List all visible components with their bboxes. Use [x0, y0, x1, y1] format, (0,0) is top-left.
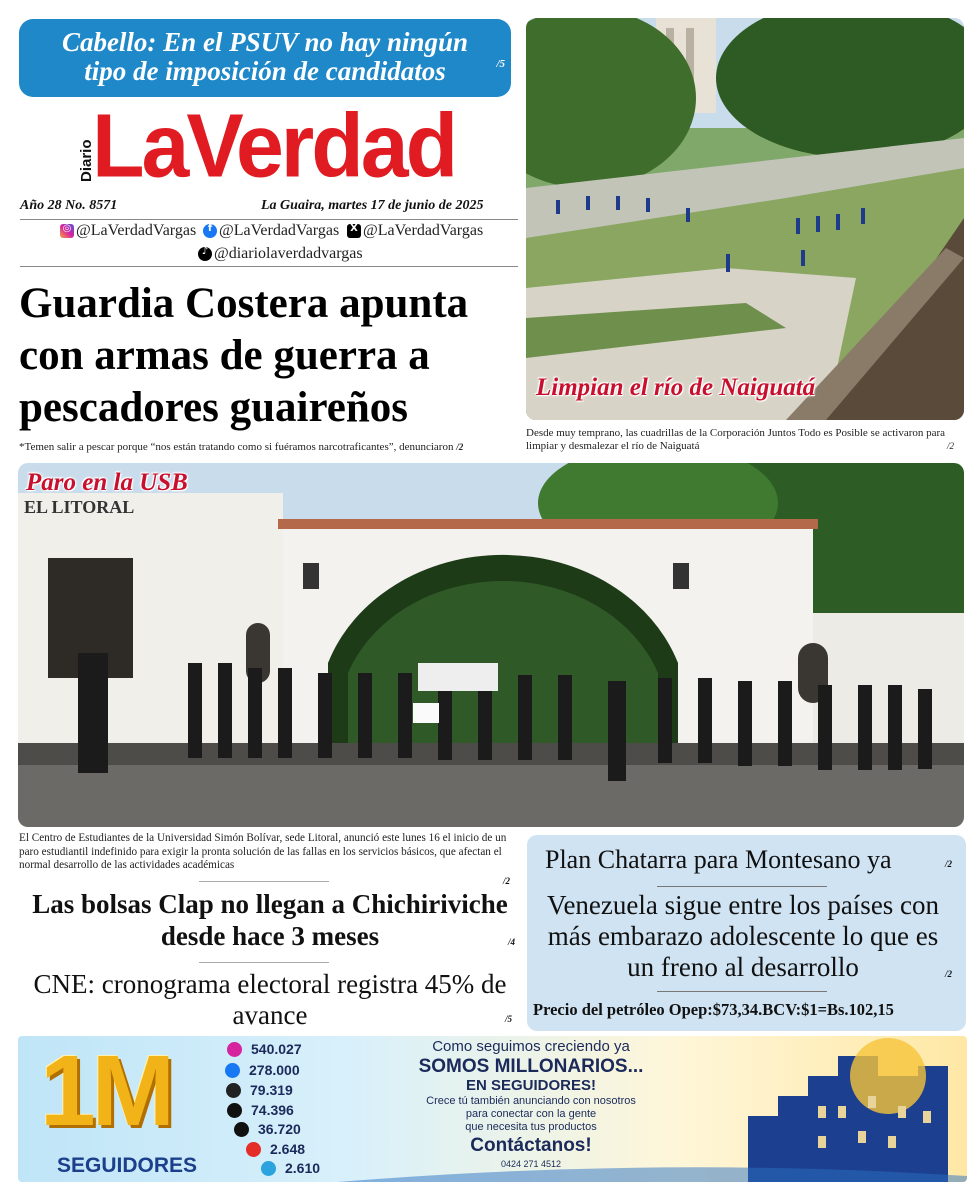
main-subheadline [19, 441, 519, 453]
telegram-icon [261, 1161, 276, 1176]
usb-photo-illustration [18, 463, 964, 827]
stat-value: 278.000 [249, 1062, 300, 1078]
divider [657, 991, 827, 992]
stat-value: 2.610 [285, 1160, 321, 1176]
stat-value: 2.648 [270, 1141, 306, 1157]
ad-stat-x [227, 1102, 294, 1118]
ad-phone: 0424 271 4512 [500, 1159, 562, 1169]
divider [199, 962, 329, 963]
river-caption-ref: /2 [946, 441, 954, 451]
ad-stat-instagram [227, 1041, 302, 1057]
divider [199, 881, 329, 882]
ad-line: SOMOS MILLONARIOS... [418, 1056, 644, 1077]
ad-subline: que necesita tus productos [465, 1121, 597, 1133]
tiktok-icon: ♪ [198, 247, 212, 261]
ad-stat-tiktok [234, 1121, 301, 1137]
instagram-handle: @LaVerdadVargas [76, 222, 197, 239]
issue-date: La Guaira, martes 17 de junio de 2025 [261, 198, 484, 213]
tiktok-handle: @diariolaverdadvargas [214, 245, 363, 262]
clap-ref: /4 [508, 937, 516, 947]
plan-ref: /2 [945, 859, 953, 869]
social-facebook[interactable] [203, 222, 339, 240]
ad-line: EN SEGUIDORES! [465, 1077, 597, 1094]
ad-line: Como seguimos creciendo ya [432, 1038, 630, 1055]
social-x[interactable] [347, 222, 483, 240]
social-instagram[interactable] [60, 222, 196, 240]
venezuela-ref: /2 [945, 969, 953, 979]
river-caption [526, 427, 966, 453]
instagram-icon: ◎ [60, 224, 74, 238]
newspaper-logo: LaVerdad [92, 95, 456, 197]
usb-strike-photo[interactable] [18, 463, 964, 827]
river-cleanup-photo[interactable] [526, 18, 964, 420]
stat-value: 74.396 [251, 1102, 294, 1118]
instagram-icon [227, 1042, 242, 1057]
stat-value: 36.720 [258, 1121, 301, 1137]
x-icon [227, 1103, 242, 1118]
facebook-handle: @LaVerdadVargas [219, 222, 340, 239]
clap-headline[interactable]: Las bolsas Clap no llegan a Chichiriviche desde hace 3 meses [32, 889, 508, 951]
top-banner-headline[interactable] [19, 19, 511, 97]
cne-ref: /5 [505, 1014, 513, 1024]
divider [657, 886, 827, 887]
ad-text-block [356, 1038, 706, 1170]
youtube-icon [246, 1142, 261, 1157]
divider [20, 266, 518, 267]
ad-1m-graphic: 1M [40, 1035, 171, 1147]
threads-icon [226, 1083, 241, 1098]
venezuela-headline[interactable]: Venezuela sigue entre los países con más embarazo adolescente lo que es un freno al desarrollo [546, 890, 940, 982]
plan-chatarra-headline[interactable]: Plan Chatarra para Montesano ya [545, 845, 892, 874]
tiktok-icon [234, 1122, 249, 1137]
facebook-icon [225, 1063, 240, 1078]
stat-value: 540.027 [251, 1041, 302, 1057]
river-photo-label: Limpian el río de Naiguatá [536, 374, 816, 401]
river-photo-illustration [526, 18, 964, 420]
ad-seguidores-label: SEGUIDORES [57, 1154, 198, 1177]
ad-stat-facebook [225, 1062, 300, 1078]
ad-stat-threads [226, 1082, 293, 1098]
diario-label: Diario [78, 139, 95, 182]
usb-caption-ref: /2 [503, 876, 511, 886]
ad-subline: Crece tú también anunciando con nosotros [426, 1095, 636, 1107]
facebook-icon: f [203, 224, 217, 238]
issue-number: Año 28 No. 8571 [20, 198, 118, 213]
banner-text: Cabello: En el PSUV no hay ningún tipo de imposición de candidatos [61, 27, 469, 86]
oil-price: Precio del petróleo Opep:$73,34.BCV:$1=Bs.102,15 [533, 1000, 894, 1019]
social-tiktok[interactable] [198, 245, 363, 263]
divider [20, 219, 518, 220]
stat-value: 79.319 [250, 1082, 293, 1098]
main-headline[interactable]: Guardia Costera apunta con armas de guerra a pescadores guaireños [19, 280, 469, 431]
building-sign-text: EL LITORAL [24, 497, 135, 517]
ad-contact-cta[interactable]: Contáctanos! [470, 1135, 592, 1156]
usb-photo-label: Paro en la USB [26, 469, 188, 496]
ad-stat-youtube [246, 1141, 305, 1157]
banner-page-ref: /5 [496, 58, 505, 70]
ad-line [356, 1095, 706, 1134]
usb-caption: El Centro de Estudiantes de la Universidad Simón Bolívar, sede Litoral, anunció este lunes 16 el inicio de un paro estudiantil indefinido para exigir la pronta solución de las fallas en los servicios básicos, que afectan el normal desarrollo de las actividades académicas [19, 832, 507, 871]
ad-stat-telegram [261, 1160, 320, 1176]
x-icon: X [347, 224, 361, 238]
river-caption-text: Desde muy temprano, las cuadrillas de la Corporación Juntos Todo es Posible se activaron para limpiar y desmalezar el río de Naiguatá [526, 427, 946, 452]
main-sub-ref: /2 [456, 442, 464, 452]
ad-subline: para conectar con la gente [465, 1108, 597, 1120]
x-handle: @LaVerdadVargas [363, 222, 484, 239]
cne-headline[interactable]: CNE: cronograma electoral registra 45% de avance [33, 969, 507, 1030]
main-sub-text: *Temen salir a pescar porque “nos están tratando como si fuéramos narcotraficantes”, denunciaron [19, 441, 454, 453]
